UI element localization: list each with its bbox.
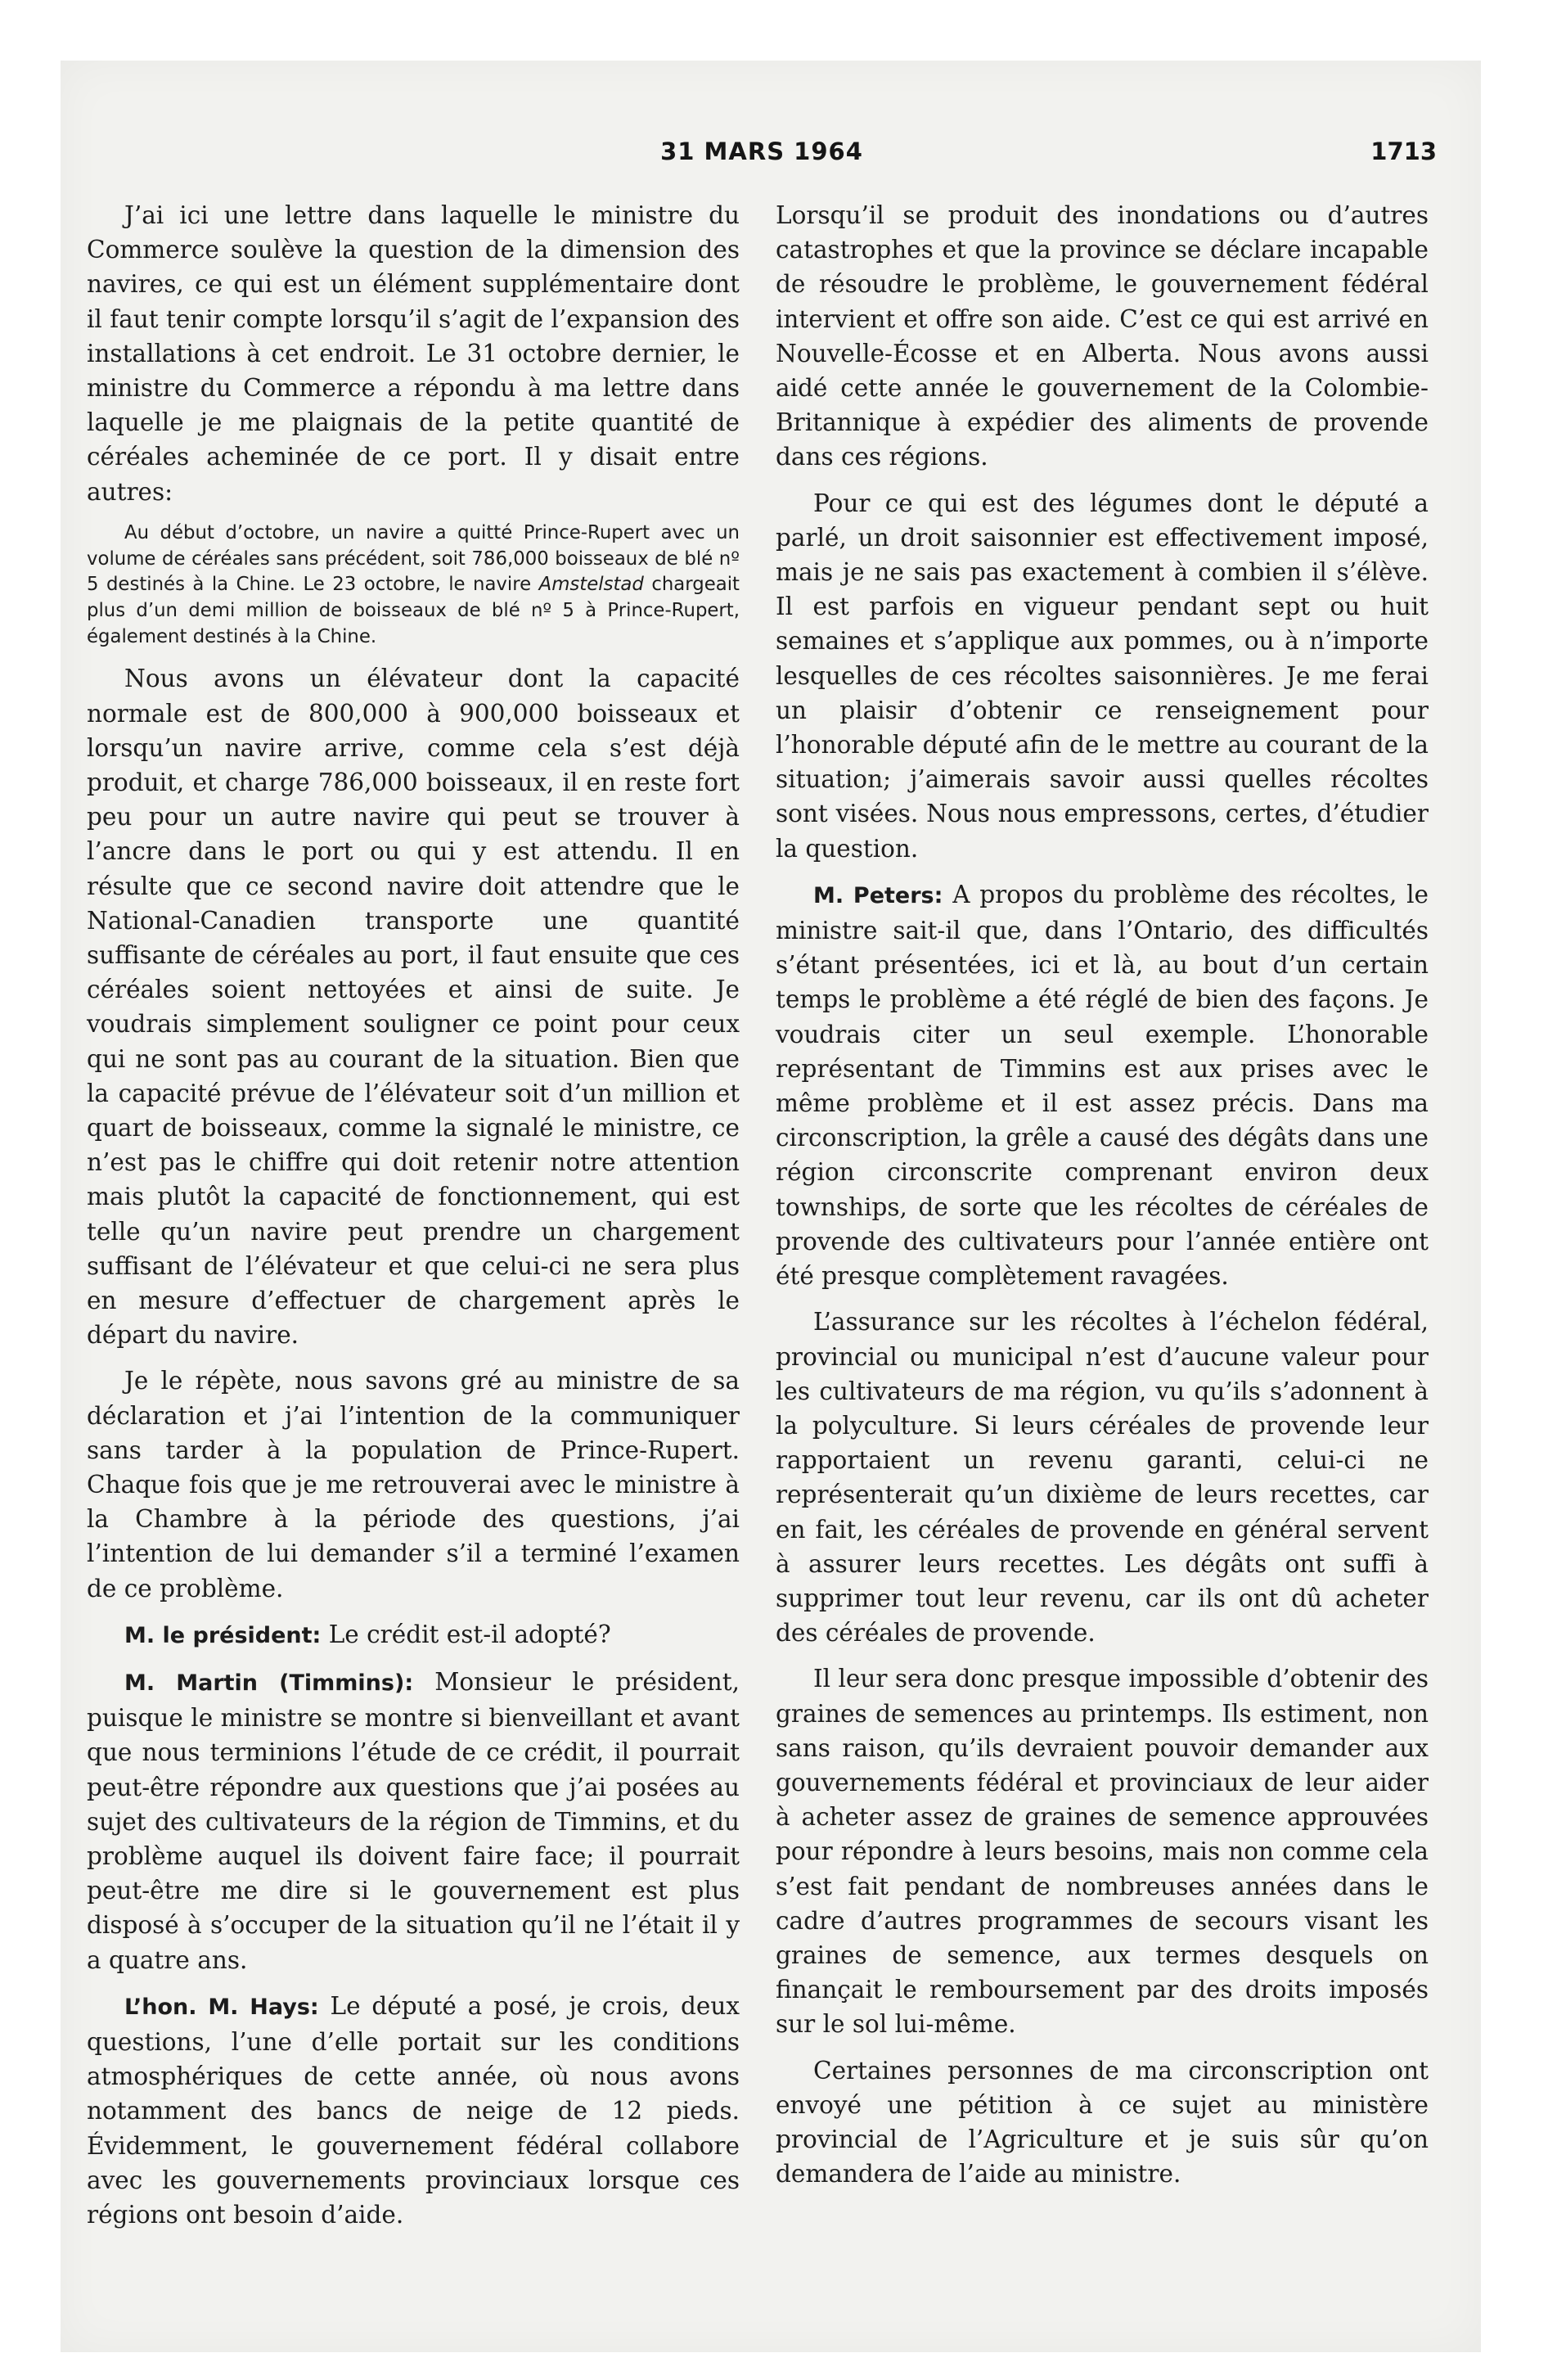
page-date: 31 MARS 1964 [660,137,863,165]
paragraph: J’ai ici une lettre dans laquelle le ministre du Commerce soulève la question de la dimension des navires, ce qui est un élément supplémentaire dont il faut tenir compte lorsqu’il s’agit de l’expansion des installations à cet endroit. Le 31 octobre dernier, le ministre du Commerce a répondu à ma lettre dans laquelle je me plaignais de la petite quantité de céréales acheminée de ce port. Il y disait entre autres: [87,201,740,506]
speaker-name: M. Martin (Timmins): [124,1670,414,1697]
paragraph: Il leur sera donc presque impossible d’obtenir des graines de semences au printemps. Ils estiment, non sans raison, qu’ils devraient pouvoir demander aux gouvernements fédéral et provinciaux de leur aider à acheter assez de graines de semence approuvées pour répondre à leurs besoins, mais non comme cela s’est fait pendant de nombreuses années dans le cadre d’autres programmes de secours visant les graines de semence, aux termes desquels on finançait le remboursement par des droits imposés sur le sol lui-même. [776,1665,1429,2039]
speech-text: Monsieur le président, puisque le ministre se montre si bienveillant et avant que nous terminions l’étude de ce crédit, il pourrait peut-être répondre aux questions que j’ai posées au sujet des cultivateurs de la région de Timmins, et du problème auquel ils doivent faire face; il pourrait peut-être me dire si le gouvernement est plus disposé à s’occuper de la situation qu’il ne l’était il y a quatre ans. [87,1668,740,1974]
paragraph: Lorsqu’il se produit des inondations ou d’autres catastrophes et que la province se déclare incapable de résoudre le problème, le gouvernement fédéral intervient et offre son aide. C’est ce qui est arrivé en Nouvelle-Écosse et en Alberta. Nous avons aussi aidé cette année le gouvernement de la Colombie-Britannique à expédier des aliments de provende dans ces régions. [776,201,1429,471]
quote-text: chargeait plus d’un demi million de boisseaux de blé nº 5 à Prince-Rupert, également destinés à la Chine. [87,574,740,647]
speech [87,1989,740,2232]
paragraph: Nous avons un élévateur dont la capacité normale est de 800,000 à 900,000 boisseaux et lorsqu’un navire arrive, comme cela s’est déjà produit, et charge 786,000 boisseaux, il en reste fort peu pour un autre navire qui peut se trouver à l’ancre dans le port ou qui y est attendu. Il en résulte que ce second navire doit attendre que le National-Canadien transporte une quantité suffisante de céréales au port, il faut ensuite que ces céréales soient nettoyées et ainsi de suite. Je voudrais simplement souligner ce point pour ceux qui ne sont pas au courant de la situation. Bien que la capacité prévue de l’élévateur soit d’un million et quart de boisseaux, comme la signalé le ministre, ce n’est pas le chiffre qui doit retenir notre attention mais plutôt la capacité de fonctionnement, qui est telle qu’un navire peut prendre un chargement suffisant de l’élévateur et que celui-ci ne sera plus en mesure d’effectuer de chargement après le départ du navire. [87,665,740,1350]
ship-name: Amstelstad [538,574,644,596]
speech [87,1665,740,1977]
speech-text: A propos du problème des récoltes, le ministre sait-il que, dans l’Ontario, des difficultés s’étant présentées, ici et là, au bout d’un certain temps le problème a été réglé de bien des façons. Je voudrais citer un seul exemple. L’honorable représentant de Timmins est aux prises avec le même problème et il est assez précis. Dans ma circonscription, la grêle a causé des dégâts dans une région circonscrite comprenant environ deux townships, de sorte que les récoltes de céréales de provende des cultivateurs pour l’année entière ont été presque complètement ravagées. [776,880,1429,1291]
speaker-name: M. Peters: [813,882,943,908]
right-column [776,198,1429,2202]
quoted-letter [87,521,740,651]
paragraph: Je le répète, nous savons gré au ministre de sa déclaration et j’ai l’intention de la communiquer sans tarder à la population de Prince-Rupert. Chaque fois que je me retrouverai avec le ministre à la Chambre à la période des questions, j’ai l’intention de lui demander s’il a terminé l’examen de ce problème. [87,1367,740,1602]
speech-text: Le crédit est-il adopté? [321,1620,611,1648]
speech [776,877,1429,1293]
paragraph: Certaines personnes de ma circonscription ont envoyé une pétition à ce sujet au ministère provincial de l’Agriculture et je suis sûr qu’on demandera de l’aide au ministre. [776,2056,1429,2188]
paragraph: L’assurance sur les récoltes à l’échelon fédéral, provincial ou municipal n’est d’aucune valeur pour les cultivateurs de ma région, vu qu’ils s’adonnent à la polyculture. Si leurs céréales de provende leur rapportaient un revenu garanti, celui-ci ne représenterait qu’un dixième de leurs recettes, car en fait, les céréales de provende en général servent à assurer leurs recettes. Les dégâts ont suffi à supprimer tout leur revenu, car ils ont dû acheter des céréales de provende. [776,1308,1429,1648]
speaker-name: L’hon. M. Hays: [124,1994,319,2020]
quote-text: Au début d’octobre, un navire a quitté Prince-Rupert avec un volume de céréales sans précédent, soit 786,000 boisseaux de blé nº 5 destinés à la Chine. Le 23 octobre, le navire [87,521,740,596]
left-column [87,198,740,2243]
paragraph: Pour ce qui est des légumes dont le député a parlé, un droit saisonnier est effectivement imposé, mais je ne sais pas exactement à combien il s’élève. Il est parfois en vigueur pendant sept ou huit semaines et s’applique aux pommes, ou à n’importe lesquelles de ces récoltes saisonnières. Je me ferai un plaisir d’obtenir ce renseignement pour l’honorable député afin de le mettre au courant de la situation; j’aimerais savoir aussi quelles récoltes sont visées. Nous nous empressons, certes, d’étudier la question. [776,489,1429,863]
speech [87,1617,740,1653]
speech-text: Le député a posé, je crois, deux questions, l’une d’elle portait sur les conditions atmosphériques de cette année, où nous avons notamment des bancs de neige de 12 pieds. Évidemment, le gouvernement fédéral collabore avec les gouvernements provinciaux lorsque ces régions ont besoin d’aide. [87,1991,740,2229]
page-number: 1713 [1370,137,1437,165]
page-header [87,137,1437,170]
speaker-name: M. le président: [124,1622,322,1648]
